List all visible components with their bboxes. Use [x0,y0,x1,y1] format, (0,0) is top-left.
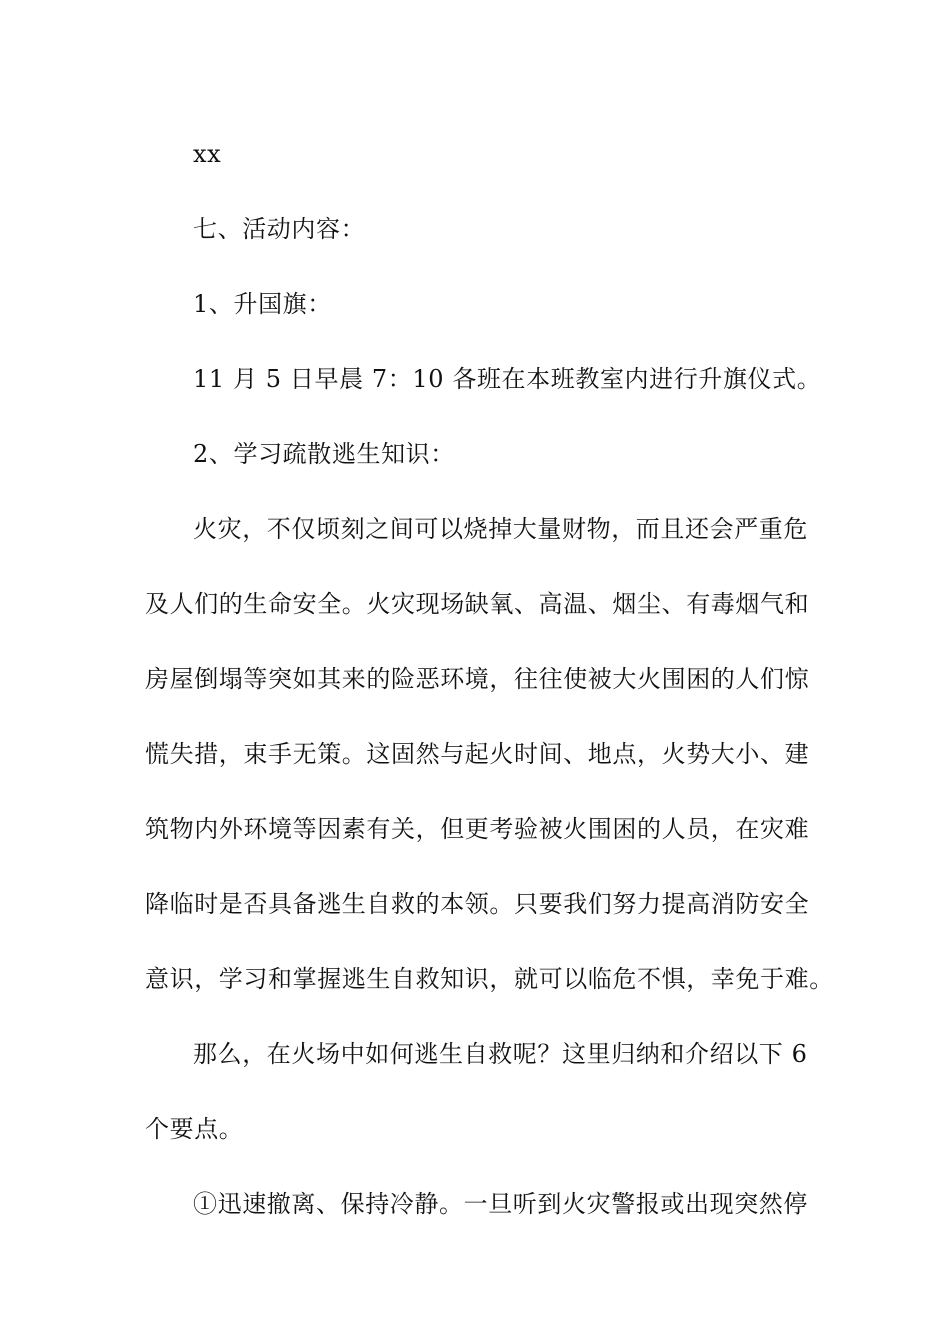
subheading-evacuation-knowledge: 2、学习疏散逃生知识： [193,440,455,468]
paragraph-fire-line-4: 慌失措，束手无策。这固然与起火时间、地点，火势大小、建 [145,740,810,768]
paragraph-flag-ceremony: 11 月 5 日早晨 7：10 各班在本班教室内进行升旗仪式。 [193,365,822,393]
paragraph-escape-intro-line-2: 个要点。 [145,1115,244,1143]
list-item-1-line-1: ①迅速撤离、保持冷静。一旦听到火灾警报或出现突然停 [193,1190,808,1218]
paragraph-fire-line-6: 降临时是否具备逃生自救的本领。只要我们努力提高消防安全 [145,890,810,918]
section-heading-activity-content: 七、活动内容： [193,215,366,243]
paragraph-escape-intro-line-1: 那么，在火场中如何逃生自救呢？这里归纳和介绍以下 6 [193,1040,808,1068]
paragraph-fire-line-2: 及人们的生命安全。火灾现场缺氧、高温、烟尘、有毒烟气和 [145,590,810,618]
subheading-raise-flag: 1、升国旗： [193,290,332,318]
paragraph-fire-line-3: 房屋倒塌等突如其来的险恶环境，往往使被大火围困的人们惊 [145,665,810,693]
text-line-author: xx [193,140,222,168]
paragraph-fire-line-5: 筑物内外环境等因素有关，但更考验被火围困的人员，在灾难 [145,815,810,843]
paragraph-fire-line-7: 意识，学习和掌握逃生自救知识，就可以临危不惧，幸免于难。 [145,965,834,993]
paragraph-fire-line-1: 火灾，不仅顷刻之间可以烧掉大量财物，而且还会严重危 [193,515,808,543]
